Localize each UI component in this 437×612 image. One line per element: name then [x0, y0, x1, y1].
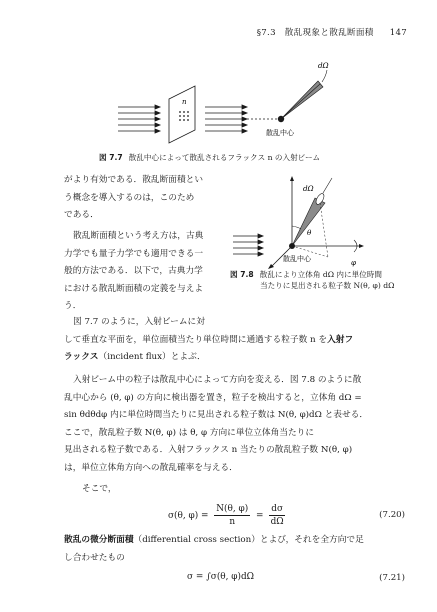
frac-numerator: dσ — [271, 504, 284, 514]
fraction-N-over-n — [214, 503, 250, 528]
text-run: して垂直な平面を，単位面積当たり単位時間に通過する粒子数 n を — [64, 334, 328, 345]
y-axis-head — [359, 244, 364, 248]
text-line: ここで，散乱粒子数 N(θ, φ) は θ, φ 方向に単位立体角当たりに — [64, 427, 315, 438]
text-line — [64, 332, 353, 350]
paragraph-3 — [64, 314, 353, 367]
scattering-center-dot-7-8 — [289, 243, 295, 249]
label-phi: φ — [351, 258, 357, 267]
text-line: 見出される粒子数である．入射フラックス n 当たりの散乱粒子数 N(θ, φ) — [64, 445, 353, 456]
page-number: 147 — [389, 28, 407, 38]
label-scattering-center-7-7: 散乱中心 — [266, 129, 294, 137]
text-line: う概念を導入するのは，このため — [64, 192, 195, 203]
text-run: （differential cross section）とよび，それを全方向で足 — [133, 535, 364, 545]
text-line — [64, 349, 353, 367]
caption-line1: 散乱により立体角 dΩ 内に単位時間 — [259, 270, 382, 279]
equation-number-7-21: (7.21) — [379, 573, 405, 583]
equation-7-21: σ = ∫σ(θ, φ)dΩ — [187, 572, 254, 582]
paragraph-5 — [64, 532, 364, 567]
frac-denominator: dΩ — [270, 517, 284, 527]
label-n: n — [182, 98, 187, 106]
eq-equals: = — [256, 511, 264, 521]
text-line: における散乱断面積の定義を与えよ — [64, 283, 203, 294]
text-line: 散乱断面積という考え方は，古典 — [73, 231, 204, 241]
z-axis-head — [290, 176, 294, 181]
eq-lhs: σ(θ, φ) = — [168, 511, 209, 521]
paragraph-2 — [64, 228, 203, 316]
text-line: 図 7.7 のように，入射ビームに対 — [73, 317, 205, 327]
text-line: 般的方法である．以下で，古典力学 — [64, 266, 203, 277]
label-theta: θ — [307, 228, 312, 237]
text-line: し合わせたもの — [64, 552, 125, 563]
theta-arc — [292, 226, 301, 229]
label-scattering-center-7-8: 散乱中心 — [283, 255, 311, 263]
caption-number-7-8: 図 7.8 — [230, 270, 254, 279]
text-line: である． — [64, 210, 99, 221]
text-run: （incident flux）とよぶ． — [98, 352, 206, 363]
text-line: 力学でも量子力学でも適用できる一 — [64, 248, 203, 259]
label-dOmega-7-8: dΩ — [303, 184, 314, 193]
caption-number: 図 7.7 — [99, 153, 123, 162]
frac-denominator: n — [229, 517, 236, 527]
text-line: う． — [64, 301, 82, 312]
paragraph-4 — [64, 372, 368, 478]
so-text: そこで， — [82, 484, 117, 494]
term-incident-flux-cont: ラックス — [64, 352, 99, 363]
caption-line2: 当たりに見出される粒子数 N(θ, φ) dΩ — [260, 281, 395, 290]
text-line — [64, 532, 364, 550]
frac-numerator: N(θ, φ) — [216, 504, 249, 514]
text-line: がより有効である．散乱断面積とい — [64, 175, 203, 185]
incident-beam-7-8 — [233, 234, 263, 256]
scattering-cone-7-8 — [292, 198, 325, 246]
equation-7-20 — [168, 503, 288, 528]
figure-7-8-caption — [230, 269, 394, 291]
vertical-drop — [320, 203, 328, 257]
fraction-dsigma-over-dOmega — [269, 503, 285, 528]
equation-number-7-20: (7.20) — [379, 510, 405, 520]
text-line: 入射ビーム中の粒子は散乱中心によって方向を変える．図 7.8 のように散 — [73, 375, 362, 385]
text-line: は，単位立体角方向への散乱確率を与える． — [64, 462, 238, 473]
paragraph-1 — [64, 172, 203, 225]
detector-line — [323, 178, 332, 193]
label-dOmega-7-7: dΩ — [318, 61, 329, 70]
text-line: 乱中心から (θ, φ) の方向に検出器を置き，粒子を検出すると，立体角 dΩ = — [64, 392, 362, 403]
term-differential-cross-section: 散乱の微分断面積 — [64, 535, 134, 545]
text-line: sin θdθdφ 内に単位時間当たりに見出される粒子数は N(θ, φ)dΩ と表せる． — [64, 410, 369, 421]
section-title: §7.3 散乱現象と散乱断面積 — [256, 28, 374, 38]
term-incident-flux: 入射フ — [327, 334, 354, 345]
caption-text: 散乱中心によって散乱されるフラックス n の入射ビーム — [128, 153, 321, 162]
